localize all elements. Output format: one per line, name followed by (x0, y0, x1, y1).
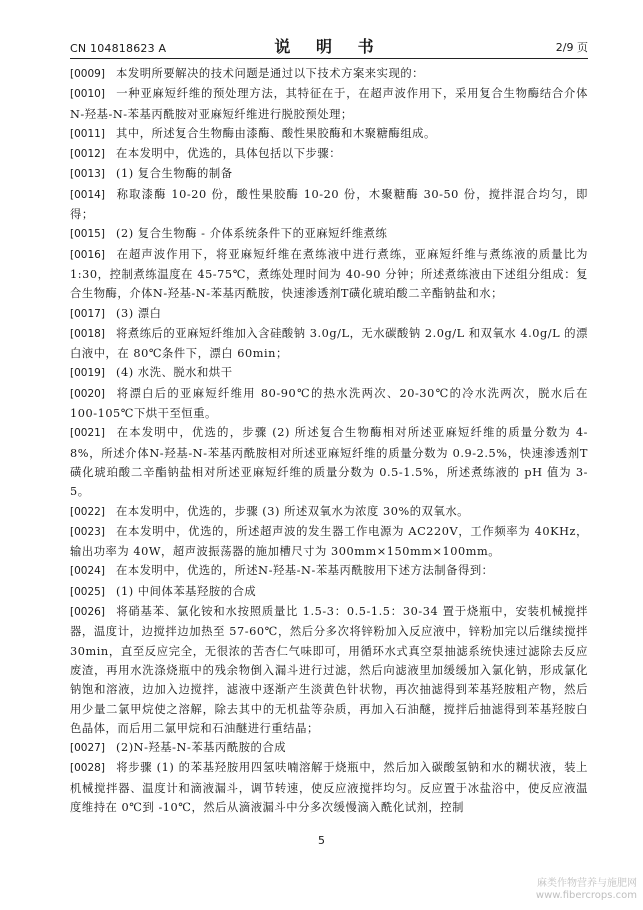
paragraph-text: 将漂白后的亚麻短纤维用 80-90℃的热水洗两次、20-30℃的冷水洗两次，脱水后在 100-105℃下烘干至恒重。 (70, 386, 588, 421)
site-watermark (536, 878, 637, 902)
paragraph-text: 在本发明中，优选的，具体包括以下步骤： (116, 147, 342, 161)
paragraph-number: [0026] (70, 606, 105, 619)
paragraph-text: 在本发明中，优选的，所述N-羟基-N-苯基丙酰胺用下述方法制备得到： (116, 564, 494, 578)
paragraph-number: [0016] (70, 248, 105, 261)
paragraph-text: (1) 复合生物酶的制备 (116, 167, 233, 181)
watermark-url: www.fibercrops.com (535, 890, 637, 901)
paragraph-text: 其中，所述复合生物酶由漆酶、酸性果胶酶和木聚糖酶组成。 (116, 126, 436, 140)
paragraph-text: (2)N-羟基-N-苯基丙酰胺的合成 (116, 741, 287, 755)
paragraph-number: [0020] (70, 387, 105, 400)
paragraph (70, 522, 588, 562)
paragraph-text: (3) 漂白 (116, 306, 162, 320)
paragraph-number: [0011] (70, 127, 105, 140)
paragraph (70, 124, 588, 144)
paragraph (70, 582, 588, 602)
paragraph-text: (4) 水洗、脱水和烘干 (116, 366, 233, 380)
paragraph-number: [0009] (70, 68, 105, 80)
paragraph-number: [0021] (70, 427, 105, 440)
paragraph (70, 561, 588, 581)
paragraph-number: [0014] (70, 188, 105, 201)
paragraph (70, 602, 588, 738)
paragraph-text: 一种亚麻短纤维的预处理方法，其特征在于，在超声波作用下，采用复合生物酶结合介体N-羟基-N-苯基丙酰胺对亚麻短纤维进行脱胶预处理； (70, 87, 588, 121)
paragraph (70, 423, 588, 501)
paragraph-text: 将步骤 (1) 的苯基羟胺用四氢呋喃溶解于烧瓶中，然后加入碳酸氢钠和水的糊状液，装上机械搅拌器、温度计和滴液漏斗，调节转速，使反应液搅拌均匀。反应置于冰盐浴中，使反应液温度维持在 0℃到 -10℃，然后从滴液漏斗中分多次缓慢滴入酰化试剂，控制 (70, 761, 588, 814)
paragraph-number: [0015] (70, 228, 105, 241)
publication-number: CN 104818623 A (70, 42, 167, 55)
paragraph-text: 将煮练后的亚麻短纤维加入含硅酸钠 3.0g/L，无水碳酸钠 2.0g/L 和双氧水 4.0g/L 的漂白液中，在 80℃条件下，漂白 60min； (70, 326, 588, 361)
paragraph (70, 738, 588, 758)
paragraph-text: 在本发明中，优选的，所述超声波的发生器工作电源为 AC220V，工作频率为 40KHz，输出功率为 40W，超声波振荡器的施加槽尺寸为 300mm×150mm×100mm。 (70, 524, 588, 559)
paragraph (70, 304, 588, 324)
paragraph-text: 在超声波作用下，将亚麻短纤维在煮练液中进行煮练，亚麻短纤维与煮练液的质量比为 1:30，控制煮练温度在 45-75℃，煮练处理时间为 40-90 分钟；所述煮练液由下述组分组成：复合生物酶，介体N-羟基-N-苯基丙酰胺，快速渗透剂T磺化琥珀酸二辛酯钠盐和水； (70, 247, 588, 301)
paragraph-number: [0018] (70, 327, 105, 340)
paragraph (70, 363, 588, 383)
paragraph (70, 164, 588, 184)
paragraph (70, 758, 588, 817)
paragraph-text: 本发明所要解决的技术问题是通过以下技术方案来实现的： (116, 67, 425, 80)
paragraph-number: [0010] (70, 88, 105, 101)
paragraph-text: 将硝基苯、氯化铵和水按照质量比 1.5-3：0.5-1.5：30-34 置于烧瓶中，安装机械搅拌器，温度计，边搅拌边加热至 57-60℃，然后分多次将锌粉加入反应液中，锌粉加完以后继续搅拌 30min，直至反应完全，无很浓的苦杏仁气味即可，用循环水式真空泵抽滤系统快速过滤除去反应废渣，再用水洗涤烧瓶中的残余物倒入漏斗进行过滤，然后向滤液里加缓缓加入氯化钠，形成氯化钠饱和溶液，边加入边搅拌，滤液中逐渐产生淡黄色针状物，再次抽滤得到苯基羟胺粗产物，然后用少量二氯甲烷使之溶解，除去其中的无机盐等杂质，再加入石油醚，搅拌后抽滤得到苯基羟胺白色晶体，而后用二氯甲烷和石油醚进行重结晶； (70, 605, 588, 735)
paragraph-text: (1) 中间体苯基羟胺的合成 (116, 584, 257, 598)
paragraph-text: 在本发明中，优选的，步骤 (3) 所述双氧水为浓度 30%的双氧水。 (116, 504, 470, 518)
document-title: 说 明 书 (274, 37, 384, 56)
paragraph-number: [0025] (70, 585, 105, 598)
paragraph (70, 324, 588, 364)
page-number: 5 (318, 834, 325, 847)
paragraph (70, 245, 588, 304)
watermark-site-name: 麻类作物营养与施肥网 (537, 878, 637, 889)
paragraph (70, 84, 588, 124)
paragraph-number: [0013] (70, 168, 105, 181)
paragraph-number: [0023] (70, 525, 105, 538)
paragraph-number: [0017] (70, 307, 105, 320)
paragraph-number: [0019] (70, 367, 105, 380)
paragraph (70, 185, 588, 225)
paragraph-number: [0027] (70, 742, 105, 755)
page-indicator: 2/9 页 (555, 41, 588, 54)
paragraph-text: (2) 复合生物酶 - 介体系统条件下的亚麻短纤维煮练 (116, 227, 388, 241)
paragraph (70, 224, 588, 244)
paragraph-number: [0022] (70, 505, 105, 518)
paragraph (70, 144, 588, 164)
document-body (70, 64, 588, 817)
paragraph-number: [0024] (70, 565, 105, 578)
paragraph-text: 称取漆酶 10-20 份，酸性果胶酶 10-20 份，木聚糖酶 30-50 份，搅拌混合均匀，即得； (70, 187, 588, 222)
paragraph-text: 在本发明中，优选的，步骤 (2) 所述复合生物酶相对所述亚麻短纤维的质量分数为 4-8%，所述介体N-羟基-N-苯基丙酰胺相对所述亚麻短纤维的质量分数为 0.9-2.5%，快速渗透剂T磺化琥珀酸二辛酯钠盐相对所述亚麻短纤维的质量分数为 0.5-1.5%，所述煮练液的 pH 值为 3-5。 (70, 426, 588, 499)
paragraph-number: [0012] (70, 148, 105, 161)
paragraph-number: [0028] (70, 762, 105, 775)
paragraph (70, 384, 588, 424)
page-header (70, 38, 588, 59)
paragraph (70, 502, 588, 522)
paragraph (70, 64, 588, 84)
